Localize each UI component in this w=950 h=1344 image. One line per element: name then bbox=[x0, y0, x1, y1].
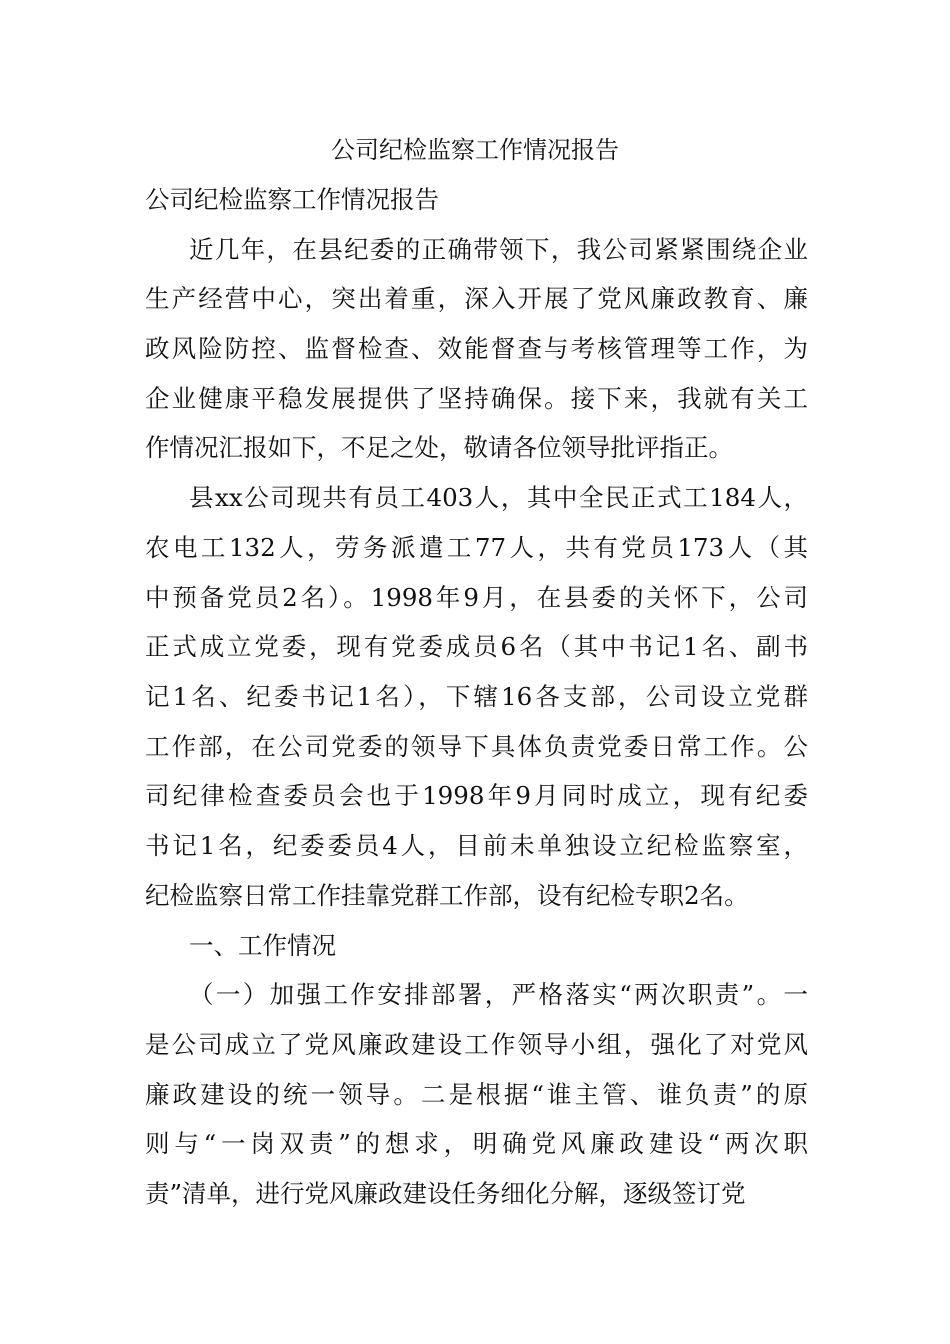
paragraph-3-line: 一、工作情况 bbox=[189, 931, 336, 960]
paragraph-1-line: 生产经营中心，突出着重，深入开展了党风廉政教育、廉 bbox=[145, 284, 808, 313]
paragraph-2-line: 县xx公司现共有员工403人，其中全民正式工184人， bbox=[189, 483, 808, 512]
paragraph-4-line: 责”清单，进行党风廉政建设任务细化分解，逐级签订党 bbox=[145, 1179, 746, 1208]
document-title: 公司纪检监察工作情况报告 bbox=[331, 136, 619, 164]
paragraph-2-line: 书记1名，纪委委员4人，目前未单独设立纪检监察室， bbox=[145, 831, 808, 860]
paragraph-1-line: 企业健康平稳发展提供了坚持确保。接下来，我就有关工 bbox=[145, 384, 808, 413]
paragraph-1-line: 作情况汇报如下，不足之处，敬请各位领导批评指正。 bbox=[145, 433, 733, 462]
paragraph-4-line: 廉政建设的统一领导。二是根据“谁主管、谁负责”的原 bbox=[145, 1080, 808, 1109]
paragraph-4-line: （一）加强工作安排部署，严格落实“两次职责”。一 bbox=[189, 980, 808, 1009]
paragraph-4-line: 是公司成立了党风廉政建设工作领导小组，强化了对党风 bbox=[145, 1030, 808, 1059]
document-subtitle: 公司纪检监察工作情况报告 bbox=[145, 185, 439, 214]
paragraph-2-line: 记1名、纪委书记1名），下辖16各支部，公司设立党群 bbox=[145, 682, 808, 711]
paragraph-2-line: 司纪律检查委员会也于1998年9月同时成立，现有纪委 bbox=[145, 781, 808, 810]
paragraph-2-line: 工作部，在公司党委的领导下具体负责党委日常工作。公 bbox=[145, 732, 808, 761]
paragraph-1-line: 政风险防控、监督检查、效能督查与考核管理等工作，为 bbox=[145, 334, 808, 363]
paragraph-1-line: 近几年，在县纪委的正确带领下，我公司紧紧围绕企业 bbox=[189, 235, 808, 264]
paragraph-4-line: 则与“一岗双责”的想求，明确党风廉政建设“两次职 bbox=[145, 1129, 808, 1158]
paragraph-2-line: 正式成立党委，现有党委成员6名（其中书记1名、副书 bbox=[145, 632, 808, 661]
paragraph-2-line: 纪检监察日常工作挂靠党群工作部，设有纪检专职2名。 bbox=[145, 881, 749, 910]
paragraph-2-line: 农电工132人，劳务派遣工77人，共有党员173人（其 bbox=[145, 533, 808, 562]
paragraph-2-line: 中预备党员2名）。1998年9月，在县委的关怀下，公司 bbox=[145, 583, 808, 612]
